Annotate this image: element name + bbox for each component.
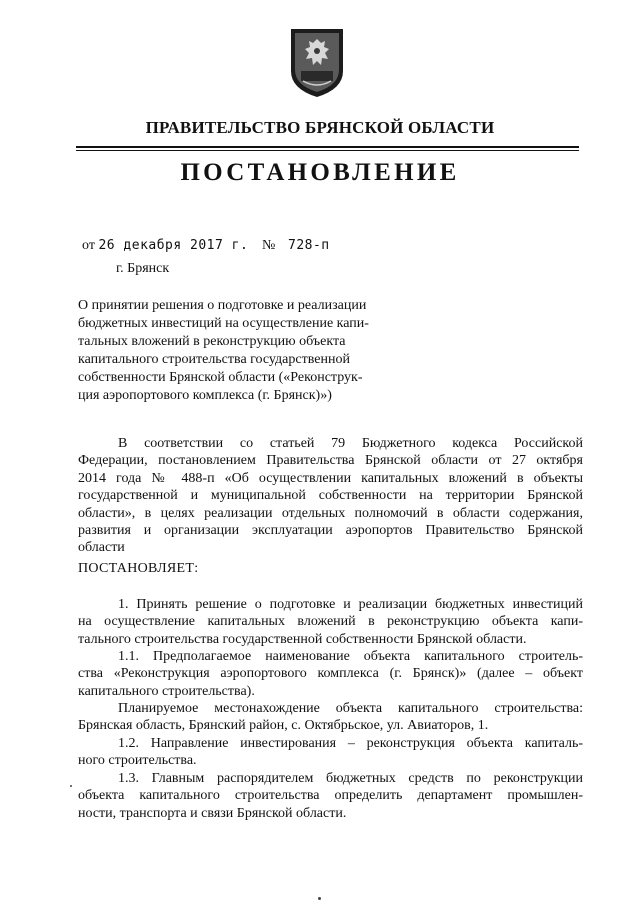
clause-line: Планируемое местонахождение объекта капитального строительства: bbox=[118, 701, 583, 716]
clause-line: 1. Принять решение о подготовке и реализации бюджетных инвестиций bbox=[118, 597, 583, 612]
date-line bbox=[82, 238, 248, 254]
clause-location bbox=[78, 700, 583, 735]
header-rule-thin bbox=[76, 150, 579, 151]
header-rule-thick bbox=[76, 146, 579, 148]
clause-line: на осуществление капитальных вложений в реконструкцию объекта капи- bbox=[78, 614, 583, 630]
preamble-line: области bbox=[78, 540, 125, 556]
clause-line: 1.2. Направление инвестирования – реконструкция объекта капиталь- bbox=[118, 736, 583, 751]
preamble-line: В соответствии со статьей 79 Бюджетного кодекса Российской bbox=[118, 436, 583, 451]
subject-line: собственности Брянской области («Реконструк- bbox=[78, 370, 363, 385]
preamble-paragraph bbox=[78, 435, 583, 557]
document-type-title: ПОСТАНОВЛЕНИЕ bbox=[180, 159, 460, 186]
subject-line: капитального строительства государственной bbox=[78, 352, 350, 367]
clause-line: 1.3. Главным распорядителем бюджетных средств по реконструкции bbox=[118, 771, 583, 786]
preamble-line: 2014 года № 488-п «Об осуществлении капитальных вложений в объекты bbox=[78, 470, 583, 486]
clause-line: ного строительства. bbox=[78, 753, 197, 769]
preamble-line: области», в целях реализации отдельных полномочий в области содержания, bbox=[78, 505, 583, 521]
clause-line: 1.1. Предполагаемое наименование объекта капитального строитель- bbox=[118, 649, 583, 664]
document-date: 26 декабря 2017 г. bbox=[98, 238, 249, 253]
document-subject bbox=[78, 297, 390, 405]
subject-line: бюджетных инвестиций на осуществление капи- bbox=[78, 316, 369, 331]
city: г. Брянск bbox=[116, 261, 170, 276]
clause-line: тального строительства государственной собственности Брянской области. bbox=[78, 631, 527, 647]
clause-1-3 bbox=[78, 770, 583, 822]
clause-1 bbox=[78, 596, 583, 648]
preamble-line: развития и организации эксплуатации аэропортов Правительство Брянской bbox=[78, 523, 583, 539]
decrees-heading: ПОСТАНОВЛЯЕТ: bbox=[78, 561, 199, 576]
clause-line: ства «Реконструкция аэропортового комплекса (г. Брянск)» (далее – объект bbox=[78, 666, 583, 682]
clause-line: ности, транспорта и связи Брянской области. bbox=[78, 805, 347, 821]
clause-line: объекта капитального строительства определить департамент промышлен- bbox=[78, 788, 583, 804]
subject-line: ция аэропортового комплекса (г. Брянск)») bbox=[78, 388, 332, 403]
scan-speck bbox=[318, 897, 321, 900]
preamble-line: Федерации, постановлением Правительства Брянской области от 27 октября bbox=[78, 453, 583, 469]
clause-1-2 bbox=[78, 735, 583, 770]
preamble-line: государственной и муниципальной собственности на территории Брянской bbox=[78, 488, 583, 504]
date-prefix: от bbox=[82, 238, 95, 253]
clause-line: Брянская область, Брянский район, с. Октябрьское, ул. Авиаторов, 1. bbox=[78, 718, 489, 734]
subject-line: О принятии решения о подготовке и реализации bbox=[78, 298, 367, 313]
government-title: ПРАВИТЕЛЬСТВО БРЯНСКОЙ ОБЛАСТИ bbox=[145, 118, 495, 137]
scan-speck bbox=[70, 785, 72, 787]
number-label: № bbox=[262, 238, 276, 253]
document-number: 728-п bbox=[288, 238, 330, 253]
subject-line: тальных вложений в реконструкцию объекта bbox=[78, 334, 346, 349]
clause-1-1 bbox=[78, 648, 583, 700]
coat-of-arms-icon bbox=[289, 27, 345, 99]
clause-line: капитального строительства). bbox=[78, 683, 255, 699]
